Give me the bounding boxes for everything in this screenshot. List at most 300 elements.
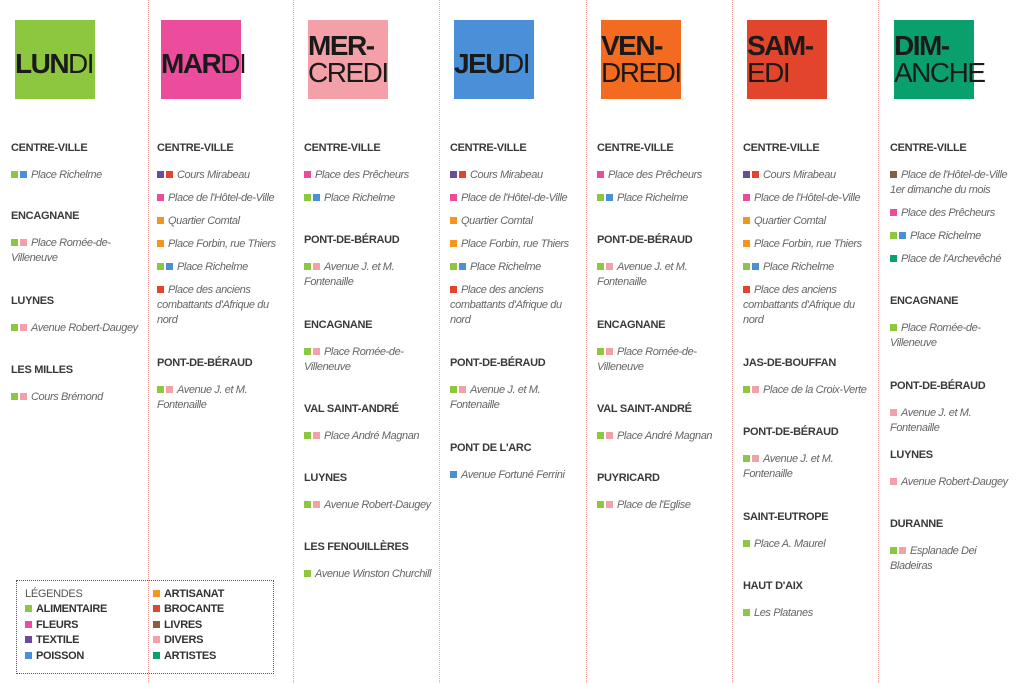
market-entry bbox=[304, 498, 432, 513]
market-entry bbox=[743, 168, 871, 183]
market-location: Cours Brémond bbox=[31, 391, 103, 403]
market-location: Avenue J. et M. Fontenaille bbox=[743, 453, 834, 480]
district-section bbox=[11, 210, 139, 274]
market-location: Place de l'Hôtel-de-Ville bbox=[754, 192, 861, 204]
district-section bbox=[743, 426, 871, 490]
category-square-alimentaire bbox=[11, 239, 18, 246]
category-square-artisanat bbox=[743, 240, 750, 247]
day-title-line bbox=[161, 47, 301, 79]
market-location: Place de l'Hôtel-de-Ville 1er dimanche du mois bbox=[890, 169, 1008, 196]
day-title-line bbox=[308, 32, 448, 59]
day-title-bold: MER- bbox=[308, 30, 374, 61]
district-title: CENTRE-VILLE bbox=[890, 142, 967, 154]
market-entry bbox=[743, 606, 871, 621]
day-title-light: ANCHE bbox=[894, 57, 985, 88]
market-entry bbox=[157, 214, 285, 229]
category-square-poisson bbox=[752, 263, 759, 270]
day-title-bold: JEU bbox=[454, 47, 504, 79]
market-entry bbox=[450, 214, 578, 229]
category-square-alimentaire bbox=[304, 501, 311, 508]
district-section bbox=[450, 357, 578, 421]
market-entry bbox=[450, 191, 578, 206]
category-square-poisson bbox=[450, 471, 457, 478]
market-entry bbox=[743, 191, 871, 206]
category-square-divers bbox=[20, 393, 27, 400]
district-section bbox=[597, 472, 725, 521]
market-entry bbox=[890, 168, 1018, 198]
category-square-divers bbox=[752, 386, 759, 393]
market-entry bbox=[743, 283, 871, 328]
market-location: Avenue Robert-Daugey bbox=[31, 322, 138, 334]
market-location: Place de l'Hôtel-de-Ville bbox=[461, 192, 568, 204]
day-title bbox=[308, 19, 448, 99]
category-square-alimentaire bbox=[304, 194, 311, 201]
category-square-alimentaire bbox=[11, 171, 18, 178]
market-location: Place des Prêcheurs bbox=[901, 207, 995, 219]
market-entry bbox=[157, 283, 285, 328]
day-header bbox=[161, 20, 301, 100]
market-location: Place André Magnan bbox=[324, 430, 420, 442]
category-square-artisanat bbox=[157, 240, 164, 247]
legend-box bbox=[16, 580, 274, 674]
category-square-alimentaire bbox=[304, 570, 311, 577]
legend-square bbox=[153, 605, 160, 612]
day-header bbox=[15, 20, 155, 100]
market-location: Place des anciens combattants d'Afrique du nord bbox=[743, 284, 855, 326]
day-title-bold: DIM- bbox=[894, 30, 949, 61]
district-title: LES FENOUILLÈRES bbox=[304, 541, 409, 553]
category-square-divers bbox=[606, 263, 613, 270]
day-column-samedi bbox=[732, 0, 878, 683]
category-square-artisanat bbox=[157, 217, 164, 224]
category-square-alimentaire bbox=[890, 547, 897, 554]
category-square-alimentaire bbox=[743, 609, 750, 616]
market-location: Esplanade Dei Bladeiras bbox=[890, 545, 977, 572]
market-location: Cours Mirabeau bbox=[763, 169, 836, 181]
market-location: Quartier Comtal bbox=[754, 215, 826, 227]
day-title-line bbox=[747, 32, 887, 59]
market-entry bbox=[450, 383, 578, 413]
legend-item-poisson bbox=[25, 650, 84, 662]
district-section bbox=[890, 380, 1018, 444]
market-entry bbox=[597, 498, 725, 513]
day-title-bold: MAR bbox=[161, 47, 221, 79]
district-title: HAUT D'AIX bbox=[743, 580, 803, 592]
market-entry bbox=[890, 252, 1018, 267]
district-title: CENTRE-VILLE bbox=[157, 142, 234, 154]
district-section bbox=[304, 319, 432, 383]
legend-title: LÉGENDES bbox=[25, 588, 83, 600]
category-square-divers bbox=[166, 386, 173, 393]
legend-square bbox=[153, 652, 160, 659]
market-entry bbox=[450, 283, 578, 328]
day-title-light: DI bbox=[220, 47, 246, 79]
day-title-line bbox=[747, 59, 887, 86]
market-location: Avenue J. et M. Fontenaille bbox=[157, 384, 248, 411]
category-square-divers bbox=[313, 263, 320, 270]
day-title-line bbox=[894, 32, 1024, 59]
district-section bbox=[304, 142, 432, 214]
market-entry bbox=[450, 468, 578, 483]
market-location: Place Richelme bbox=[617, 192, 688, 204]
district-section bbox=[450, 142, 578, 336]
market-location: Place Richelme bbox=[177, 261, 248, 273]
district-section bbox=[743, 580, 871, 629]
day-title-light: CREDI bbox=[308, 57, 388, 88]
district-title: CENTRE-VILLE bbox=[597, 142, 674, 154]
day-title bbox=[747, 19, 887, 99]
category-square-alimentaire bbox=[157, 386, 164, 393]
category-square-divers bbox=[899, 547, 906, 554]
legend-label: FLEURS bbox=[36, 619, 79, 631]
district-title: ENCAGNANE bbox=[304, 319, 373, 331]
market-location: Place des anciens combattants d'Afrique du nord bbox=[157, 284, 269, 326]
category-square-artisanat bbox=[450, 217, 457, 224]
market-entry bbox=[304, 260, 432, 290]
district-section bbox=[157, 142, 285, 336]
district-title: PONT DE L'ARC bbox=[450, 442, 532, 454]
district-title: VAL SAINT-ANDRÉ bbox=[597, 403, 692, 415]
market-entry bbox=[890, 321, 1018, 351]
category-square-alimentaire bbox=[157, 263, 164, 270]
legend-item-fleurs bbox=[25, 619, 78, 631]
market-location: Avenue Robert-Daugey bbox=[901, 476, 1008, 488]
district-section bbox=[743, 357, 871, 406]
category-square-divers bbox=[890, 478, 897, 485]
market-entry bbox=[597, 191, 725, 206]
district-title: LUYNES bbox=[890, 449, 933, 461]
day-header bbox=[308, 20, 448, 100]
legend-label: ARTISANAT bbox=[164, 588, 225, 600]
category-square-alimentaire bbox=[304, 348, 311, 355]
district-section bbox=[304, 472, 432, 521]
market-location: Place Romée-de-Villeneuve bbox=[11, 237, 111, 264]
category-square-artistes bbox=[890, 255, 897, 262]
market-location: Place de la Croix-Verte bbox=[763, 384, 867, 396]
market-entry bbox=[743, 537, 871, 552]
legend-item-textile bbox=[25, 634, 79, 646]
market-location: Place Forbin, rue Thiers bbox=[754, 238, 862, 250]
district-section bbox=[890, 142, 1018, 275]
market-entry bbox=[304, 168, 432, 183]
market-entry bbox=[304, 191, 432, 206]
district-title: VAL SAINT-ANDRÉ bbox=[304, 403, 399, 415]
category-square-brocante bbox=[166, 171, 173, 178]
category-square-alimentaire bbox=[743, 263, 750, 270]
district-title: PONT-DE-BÉRAUD bbox=[890, 380, 986, 392]
district-title: JAS-DE-BOUFFAN bbox=[743, 357, 836, 369]
legend-item-alimentaire bbox=[25, 603, 107, 615]
market-location: Quartier Comtal bbox=[168, 215, 240, 227]
market-entry bbox=[890, 206, 1018, 221]
market-entry bbox=[11, 168, 139, 183]
market-entry bbox=[743, 383, 871, 398]
market-location: Place des Prêcheurs bbox=[608, 169, 702, 181]
category-square-alimentaire bbox=[890, 324, 897, 331]
category-square-divers bbox=[20, 324, 27, 331]
market-entry bbox=[157, 260, 285, 275]
district-section bbox=[11, 295, 139, 344]
market-location: Place Richelme bbox=[31, 169, 102, 181]
category-square-poisson bbox=[459, 263, 466, 270]
district-title: CENTRE-VILLE bbox=[304, 142, 381, 154]
day-title bbox=[161, 23, 301, 103]
market-location: Avenue J. et M. Fontenaille bbox=[304, 261, 395, 288]
category-square-alimentaire bbox=[597, 501, 604, 508]
day-title-bold: VEN- bbox=[601, 30, 662, 61]
market-location: Place A. Maurel bbox=[754, 538, 826, 550]
district-title: PONT-DE-BÉRAUD bbox=[157, 357, 253, 369]
day-header bbox=[454, 20, 594, 100]
district-section bbox=[597, 319, 725, 383]
district-section bbox=[11, 364, 139, 413]
market-location: Place Richelme bbox=[470, 261, 541, 273]
district-title: ENCAGNANE bbox=[11, 210, 80, 222]
day-title bbox=[15, 23, 155, 103]
legend-item-brocante bbox=[153, 603, 224, 615]
market-entry bbox=[597, 260, 725, 290]
day-title-light: DI bbox=[503, 47, 529, 79]
legend-item-artisanat bbox=[153, 588, 224, 600]
category-square-divers bbox=[890, 409, 897, 416]
market-location: Quartier Comtal bbox=[461, 215, 533, 227]
category-square-artisanat bbox=[450, 240, 457, 247]
market-entry bbox=[597, 429, 725, 444]
market-entry bbox=[743, 260, 871, 275]
market-entry bbox=[157, 383, 285, 413]
district-title: SAINT-EUTROPE bbox=[743, 511, 829, 523]
district-title: ENCAGNANE bbox=[597, 319, 666, 331]
market-location: Avenue J. et M. Fontenaille bbox=[890, 407, 972, 434]
category-square-divers bbox=[313, 432, 320, 439]
category-square-alimentaire bbox=[304, 263, 311, 270]
market-location: Place des Prêcheurs bbox=[315, 169, 409, 181]
market-entry bbox=[304, 345, 432, 375]
category-square-alimentaire bbox=[743, 455, 750, 462]
district-title: PUYRICARD bbox=[597, 472, 660, 484]
district-title: CENTRE-VILLE bbox=[450, 142, 527, 154]
category-square-poisson bbox=[20, 171, 27, 178]
district-title: ENCAGNANE bbox=[890, 295, 959, 307]
district-title: LUYNES bbox=[304, 472, 347, 484]
day-column-mercredi bbox=[293, 0, 439, 683]
category-square-divers bbox=[606, 432, 613, 439]
market-location: Avenue Fortuné Ferrini bbox=[461, 469, 565, 481]
category-square-alimentaire bbox=[11, 324, 18, 331]
category-square-artisanat bbox=[743, 217, 750, 224]
market-location: Place de l'Hôtel-de-Ville bbox=[168, 192, 275, 204]
category-square-alimentaire bbox=[743, 540, 750, 547]
market-location: Place de l'Eglise bbox=[617, 499, 691, 511]
market-entry bbox=[743, 214, 871, 229]
legend-square bbox=[25, 636, 32, 643]
day-title-line bbox=[601, 59, 741, 86]
district-section bbox=[450, 442, 578, 491]
district-section bbox=[597, 234, 725, 298]
district-title: PONT-DE-BÉRAUD bbox=[450, 357, 546, 369]
district-title: PONT-DE-BÉRAUD bbox=[743, 426, 839, 438]
market-location: Avenue Winston Churchill bbox=[315, 568, 432, 580]
category-square-alimentaire bbox=[597, 194, 604, 201]
market-entry bbox=[157, 168, 285, 183]
district-section bbox=[597, 142, 725, 214]
market-location: Les Platanes bbox=[754, 607, 813, 619]
day-title-light: DI bbox=[68, 47, 94, 79]
district-title: CENTRE-VILLE bbox=[743, 142, 820, 154]
category-square-livres bbox=[890, 171, 897, 178]
market-entry bbox=[890, 544, 1018, 574]
market-entry bbox=[743, 452, 871, 482]
district-title: LES MILLES bbox=[11, 364, 73, 376]
category-square-textile bbox=[157, 171, 164, 178]
category-square-divers bbox=[752, 455, 759, 462]
day-title-line bbox=[15, 47, 155, 79]
market-location: Cours Mirabeau bbox=[177, 169, 250, 181]
legend-label: ARTISTES bbox=[164, 650, 216, 662]
legend-item-artistes bbox=[153, 650, 216, 662]
market-location: Place André Magnan bbox=[617, 430, 713, 442]
district-section bbox=[743, 142, 871, 336]
category-square-alimentaire bbox=[450, 386, 457, 393]
category-square-textile bbox=[743, 171, 750, 178]
market-entry bbox=[304, 567, 432, 582]
category-square-divers bbox=[606, 348, 613, 355]
day-title-light: EDI bbox=[747, 57, 790, 88]
market-entry bbox=[157, 237, 285, 252]
legend-square bbox=[25, 605, 32, 612]
category-square-alimentaire bbox=[450, 263, 457, 270]
market-location: Avenue J. et M. Fontenaille bbox=[597, 261, 688, 288]
category-square-textile bbox=[450, 171, 457, 178]
day-header bbox=[747, 20, 887, 100]
district-section bbox=[304, 234, 432, 298]
category-square-alimentaire bbox=[597, 263, 604, 270]
legend-item-livres bbox=[153, 619, 202, 631]
legend-label: TEXTILE bbox=[36, 634, 80, 646]
category-square-fleurs bbox=[597, 171, 604, 178]
market-location: Place Forbin, rue Thiers bbox=[461, 238, 569, 250]
market-entry bbox=[890, 406, 1018, 436]
category-square-poisson bbox=[166, 263, 173, 270]
legend-label: POISSON bbox=[36, 650, 85, 662]
market-entry bbox=[890, 475, 1018, 490]
market-location: Avenue Robert-Daugey bbox=[324, 499, 431, 511]
day-title-line bbox=[894, 59, 1024, 86]
category-square-fleurs bbox=[304, 171, 311, 178]
district-section bbox=[890, 518, 1018, 582]
day-title-line bbox=[308, 59, 448, 86]
day-column-dimanche bbox=[879, 0, 1024, 683]
district-section bbox=[890, 449, 1018, 498]
market-entry bbox=[450, 237, 578, 252]
category-square-brocante bbox=[157, 286, 164, 293]
market-entry bbox=[890, 229, 1018, 244]
market-entry bbox=[743, 237, 871, 252]
category-square-brocante bbox=[752, 171, 759, 178]
category-square-fleurs bbox=[157, 194, 164, 201]
district-section bbox=[157, 357, 285, 421]
category-square-brocante bbox=[743, 286, 750, 293]
category-square-alimentaire bbox=[890, 232, 897, 239]
day-title-line bbox=[601, 32, 741, 59]
day-title-light: DREDI bbox=[601, 57, 681, 88]
day-header bbox=[601, 20, 741, 100]
day-title bbox=[454, 23, 594, 103]
legend-label: LIVRES bbox=[164, 619, 202, 631]
legend-label: DIVERS bbox=[164, 634, 204, 646]
market-location: Place Romée-de-Villeneuve bbox=[597, 346, 697, 373]
district-title: CENTRE-VILLE bbox=[11, 142, 88, 154]
legend-label: BROCANTE bbox=[164, 603, 224, 615]
district-section bbox=[304, 403, 432, 452]
day-title-line bbox=[454, 47, 594, 79]
category-square-fleurs bbox=[743, 194, 750, 201]
day-column-jeudi bbox=[439, 0, 585, 683]
legend-square bbox=[25, 621, 32, 628]
district-section bbox=[890, 295, 1018, 359]
district-section bbox=[743, 511, 871, 560]
district-section bbox=[597, 403, 725, 452]
category-square-poisson bbox=[899, 232, 906, 239]
legend-square bbox=[153, 636, 160, 643]
market-entry bbox=[11, 321, 139, 336]
category-square-divers bbox=[313, 348, 320, 355]
category-square-divers bbox=[20, 239, 27, 246]
market-entry bbox=[11, 390, 139, 405]
day-title bbox=[601, 19, 741, 99]
legend-square bbox=[153, 621, 160, 628]
category-square-brocante bbox=[459, 171, 466, 178]
market-entry bbox=[597, 345, 725, 375]
market-location: Place Forbin, rue Thiers bbox=[168, 238, 276, 250]
day-title-bold: SAM- bbox=[747, 30, 813, 61]
market-location: Place Romée-de-Villeneuve bbox=[304, 346, 404, 373]
day-title-bold: LUN bbox=[15, 47, 69, 79]
category-square-fleurs bbox=[450, 194, 457, 201]
category-square-poisson bbox=[606, 194, 613, 201]
market-location: Place Romée-de-Villeneuve bbox=[890, 322, 981, 349]
category-square-alimentaire bbox=[743, 386, 750, 393]
category-square-alimentaire bbox=[597, 432, 604, 439]
category-square-alimentaire bbox=[11, 393, 18, 400]
market-entry bbox=[157, 191, 285, 206]
district-title: PONT-DE-BÉRAUD bbox=[597, 234, 693, 246]
district-section bbox=[11, 142, 139, 191]
day-title bbox=[894, 19, 1024, 99]
legend-item-divers bbox=[153, 634, 203, 646]
category-square-alimentaire bbox=[597, 348, 604, 355]
category-square-divers bbox=[606, 501, 613, 508]
legend-label: ALIMENTAIRE bbox=[36, 603, 108, 615]
market-location: Place Richelme bbox=[763, 261, 834, 273]
category-square-poisson bbox=[313, 194, 320, 201]
category-square-divers bbox=[459, 386, 466, 393]
market-location: Place Richelme bbox=[324, 192, 395, 204]
district-title: PONT-DE-BÉRAUD bbox=[304, 234, 400, 246]
market-entry bbox=[450, 168, 578, 183]
district-title: DURANNE bbox=[890, 518, 943, 530]
day-header bbox=[894, 20, 1024, 100]
market-entry bbox=[304, 429, 432, 444]
market-entry bbox=[597, 168, 725, 183]
district-section bbox=[304, 541, 432, 590]
district-title: LUYNES bbox=[11, 295, 54, 307]
legend-square bbox=[153, 590, 160, 597]
market-entry bbox=[11, 236, 139, 266]
market-location: Avenue J. et M. Fontenaille bbox=[450, 384, 541, 411]
day-column-vendredi bbox=[586, 0, 732, 683]
market-entry bbox=[450, 260, 578, 275]
